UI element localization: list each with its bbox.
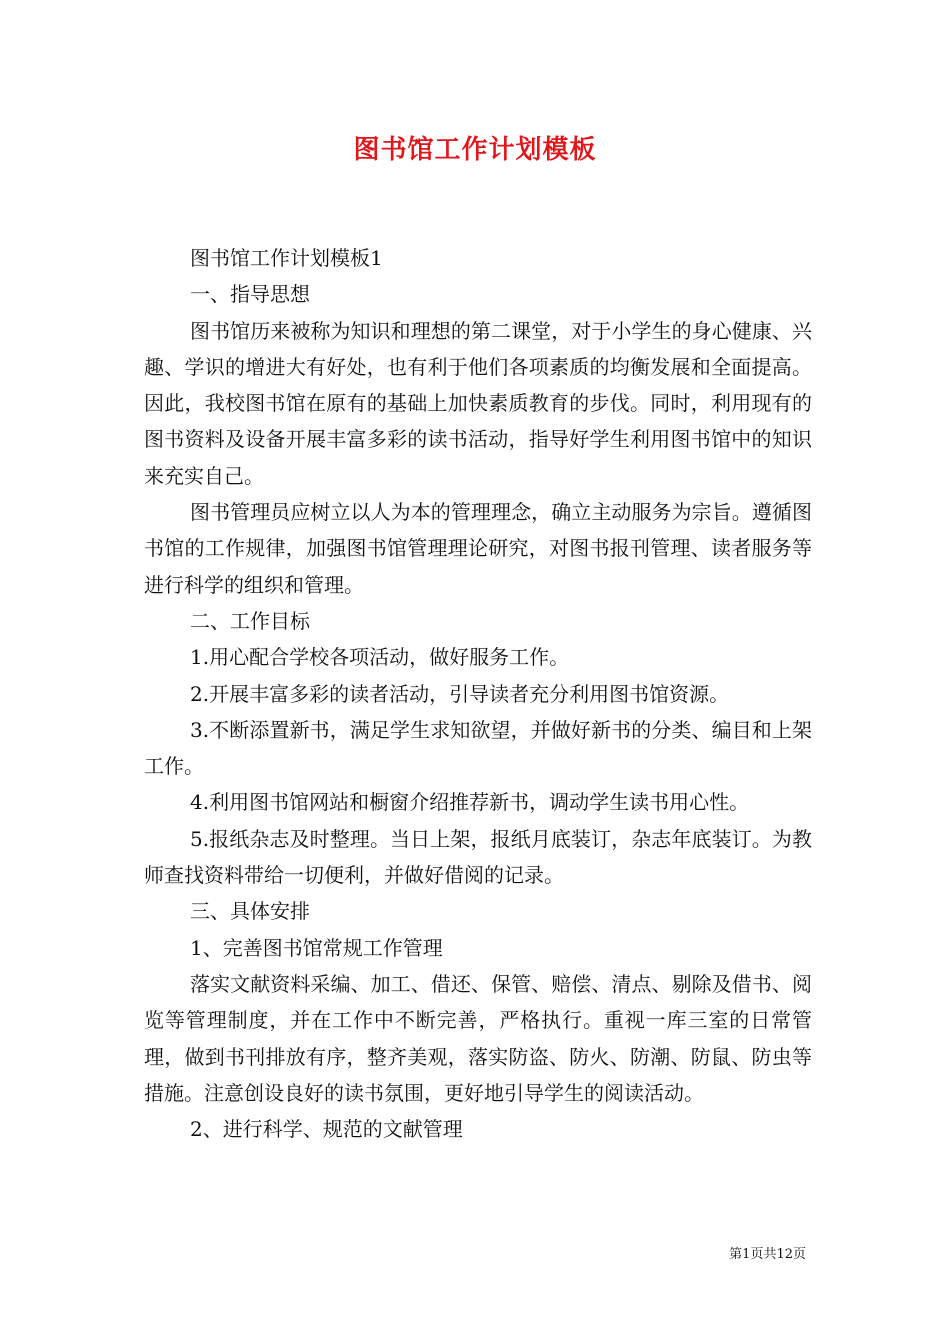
paragraph: 图书管理员应树立以人为本的管理理念，确立主动服务为宗旨。遵循图书馆的工作规律，加强图书馆管理理论研究，对图书报刊管理、读者服务等进行科学的组织和管理。 [144, 500, 812, 597]
section-heading: 一、指导思想 [190, 282, 310, 307]
list-item: 4.利用图书馆网站和橱窗介绍推荐新书，调动学生读书用心性。 [190, 790, 750, 815]
paragraph: 图书馆工作计划模板1 [190, 246, 383, 270]
list-item: 2.开展丰富多彩的读者活动，引导读者充分利用图书馆资源。 [190, 681, 730, 706]
subsection-heading: 2、进行科学、规范的文献管理 [190, 1117, 463, 1142]
section-heading: 二、工作目标 [190, 608, 310, 633]
list-item: 1.用心配合学校各项活动，做好服务工作。 [190, 645, 570, 670]
paragraph: 落实文献资料采编、加工、借还、保管、赔偿、清点、剔除及借书、阅览等管理制度，并在工作中不断完善，严格执行。重视一库三室的日常管理，做到书刊排放有序，整齐美观，落实防盗、防火、防潮、防鼠、防虫等措施。注意创设良好的读书氛围，更好地引导学生的阅读活动。 [144, 971, 812, 1105]
document-title: 图书馆工作计划模板 [353, 135, 597, 165]
paragraph: 图书馆历来被称为知识和理想的第二课堂，对于小学生的身心健康、兴趣、学识的增进大有好处，也有利于他们各项素质的均衡发展和全面提高。因此，我校图书馆在原有的基础上加快素质教育的步伐。同时，利用现有的图书资料及设备开展丰富多彩的读书活动，指导好学生利用图书馆中的知识来充实自己。 [144, 318, 812, 488]
section-heading: 三、具体安排 [190, 899, 310, 924]
subsection-heading: 1、完善图书馆常规工作管理 [190, 935, 443, 960]
list-item: 3.不断添置新书，满足学生求知欲望，并做好新书的分类、编目和上架工作。 [144, 717, 812, 779]
document-body [144, 240, 812, 1147]
page-number: 第1页共12页 [729, 1247, 806, 1262]
list-item: 5.报纸杂志及时整理。当日上架，报纸月底装订，杂志年底装订。为教师查找资料带给一切便利，并做好借阅的记录。 [144, 826, 812, 888]
